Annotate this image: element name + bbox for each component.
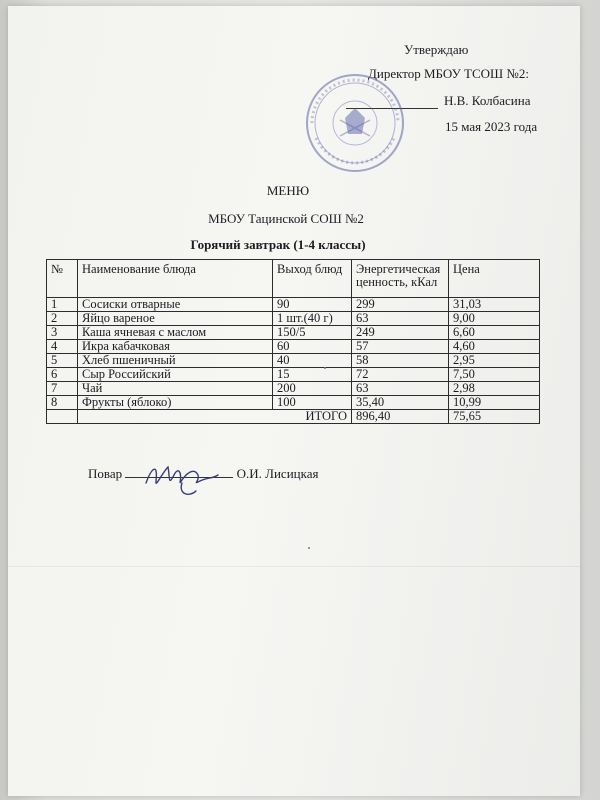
row-number: 1	[47, 298, 78, 312]
menu-table	[46, 259, 540, 424]
row-number: 6	[47, 368, 78, 382]
table-row	[47, 354, 540, 368]
portion: 200	[273, 382, 352, 396]
table-row	[47, 340, 540, 354]
portion: 40	[273, 354, 352, 368]
energy: 35,40	[352, 396, 449, 410]
approval-position: Директор МБОУ ТСОШ №2:	[368, 66, 529, 81]
paper-speck	[324, 367, 326, 369]
table-row	[47, 326, 540, 340]
header-dish-name: Наименование блюда	[78, 260, 273, 298]
row-number: 8	[47, 396, 78, 410]
price: 7,50	[449, 368, 540, 382]
document-sheet	[8, 6, 580, 796]
meal-title: Горячий завтрак (1-4 классы)	[190, 237, 366, 252]
table-row	[47, 298, 540, 312]
price: 10,99	[449, 396, 540, 410]
total-label: ИТОГО	[78, 410, 352, 424]
school-name: МБОУ Тацинской СОШ №2	[208, 211, 364, 226]
energy: 58	[352, 354, 449, 368]
energy: 299	[352, 298, 449, 312]
dish-name: Сыр Российский	[78, 368, 273, 382]
portion: 60	[273, 340, 352, 354]
row-number: 5	[47, 354, 78, 368]
dish-name: Яйцо вареное	[78, 312, 273, 326]
dish-name: Фрукты (яблоко)	[78, 396, 273, 410]
row-number: 7	[47, 382, 78, 396]
approval-name: Н.В. Колбасина	[444, 93, 531, 108]
approval-date: 15 мая 2023 года	[445, 119, 538, 134]
energy: 57	[352, 340, 449, 354]
price: 31,03	[449, 298, 540, 312]
total-price: 75,65	[449, 410, 540, 424]
paper-speck	[308, 547, 310, 549]
header-portion: Выход блюд	[273, 260, 352, 298]
header-price: Цена	[449, 260, 540, 298]
dish-name: Каша ячневая с маслом	[78, 326, 273, 340]
table-row	[47, 368, 540, 382]
row-number: 2	[47, 312, 78, 326]
price: 6,60	[449, 326, 540, 340]
price: 9,00	[449, 312, 540, 326]
total-empty-cell	[47, 410, 78, 424]
header-energy: Энергетическая ценность, кКал	[352, 260, 449, 298]
energy: 63	[352, 382, 449, 396]
dish-name: Сосиски отварные	[78, 298, 273, 312]
portion: 1 шт.(40 г)	[273, 312, 352, 326]
table-row	[47, 396, 540, 410]
energy: 72	[352, 368, 449, 382]
dish-name: Икра кабачковая	[78, 340, 273, 354]
portion: 100	[273, 396, 352, 410]
table-header-row	[47, 260, 540, 298]
energy: 249	[352, 326, 449, 340]
cook-name: О.И. Лисицкая	[236, 466, 319, 481]
portion: 15	[273, 368, 352, 382]
table-row	[47, 382, 540, 396]
dish-name: Хлеб пшеничный	[78, 354, 273, 368]
paper-fold	[8, 566, 580, 567]
dish-name: Чай	[78, 382, 273, 396]
price: 4,60	[449, 340, 540, 354]
official-seal-stamp	[300, 68, 410, 178]
price: 2,95	[449, 354, 540, 368]
header-number: №	[47, 260, 78, 298]
total-energy: 896,40	[352, 410, 449, 424]
table-row	[47, 312, 540, 326]
portion: 90	[273, 298, 352, 312]
cook-title: Повар	[88, 466, 123, 481]
menu-title: МЕНЮ	[266, 183, 310, 198]
portion: 150/5	[273, 326, 352, 340]
price: 2,98	[449, 382, 540, 396]
energy: 63	[352, 312, 449, 326]
cook-handwritten-signature	[138, 453, 238, 503]
approval-word: Утверждаю	[404, 42, 469, 57]
row-number: 3	[47, 326, 78, 340]
row-number: 4	[47, 340, 78, 354]
table-total-row	[47, 410, 540, 424]
